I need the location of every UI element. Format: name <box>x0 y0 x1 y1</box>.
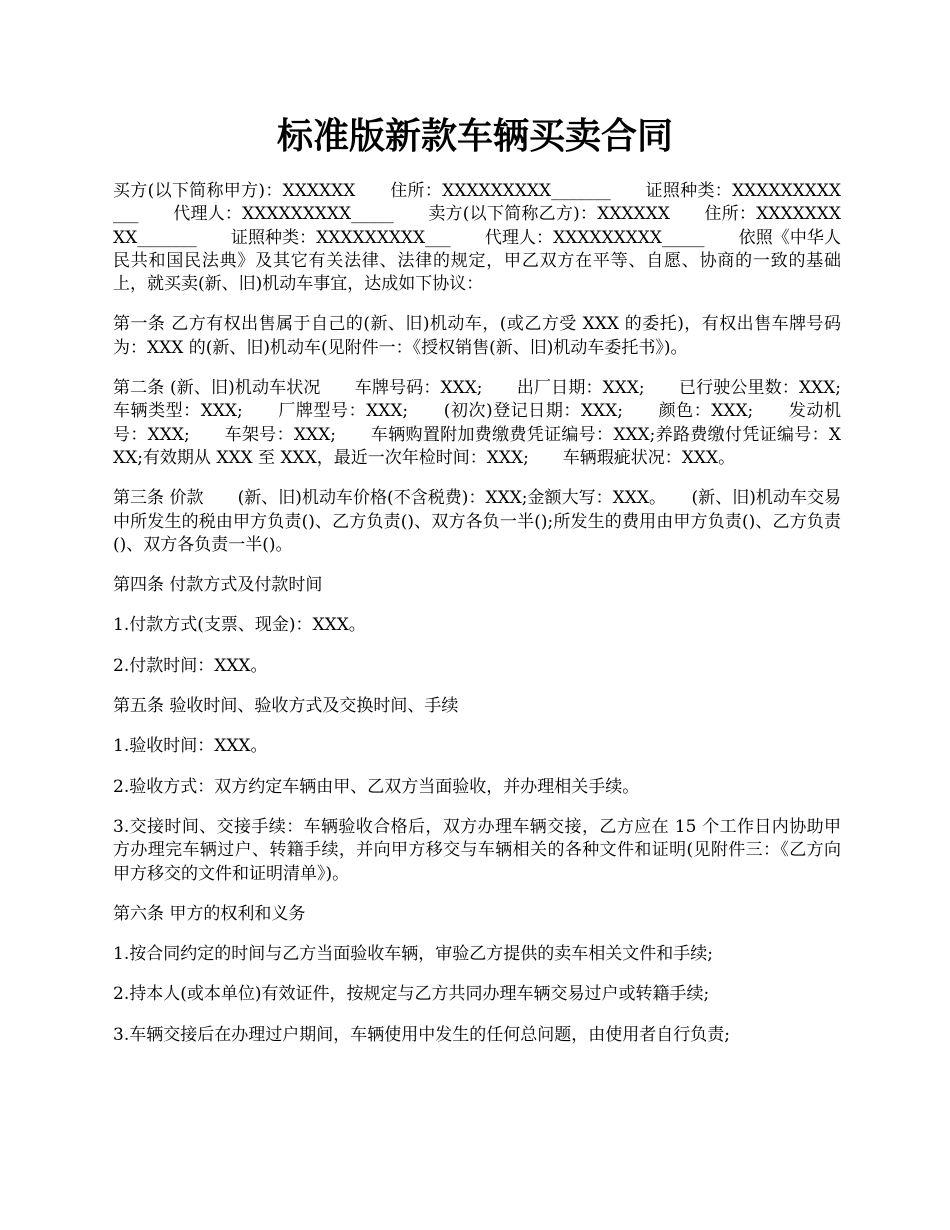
paragraph-payment-time: 2.付款时间：XXX。 <box>113 655 268 676</box>
paragraph-article-1: 第一条 乙方有权出售属于自己的(新、旧)机动车，(或乙方受 XXX 的委托)，有权出售车牌号码为：XXX 的(新、旧)机动车(见附件一：《授权销售(新、旧)机动车委托书》)。 <box>113 314 841 358</box>
paragraph-buyer-duty-3: 3.车辆交接后在办理过户期间，车辆使用中发生的任何总问题，由使用者自行负责; <box>113 1024 730 1045</box>
paragraph-article-2: 第二条 (新、旧)机动车状况 车牌号码：XXX; 出厂日期：XXX; 已行驶公里数：XXX; 车辆类型：XXX; 厂牌型号：XXX; (初次)登记日期：XXX; 颜色：XXX; 发动机号：XXX; 车架号：XXX; 车辆购置附加费缴费凭证编号：XXX;养路费缴付凭证编号：XXX;有效期从 XXX 至 XXX，最近一次年检时间：XXX; 车辆瑕疵状况：XXX。 <box>113 378 875 468</box>
paragraph-payment-method: 1.付款方式(支票、现金)：XXX。 <box>113 615 366 636</box>
paragraph-handover: 3.交接时间、交接手续：车辆验收合格后，双方办理车辆交接，乙方应在 15 个工作日内协助甲方办理完车辆过户、转籍手续，并向甲方移交与车辆相关的各种文件和证明(见附件三：《乙方向甲方移交的文件和证明清单》)。 <box>113 816 841 884</box>
paragraph-buyer-duty-1: 1.按合同约定的时间与乙方当面验收车辆，审验乙方提供的卖车相关文件和手续; <box>113 944 713 965</box>
paragraph-article-6-heading: 第六条 甲方的权利和义务 <box>113 903 306 924</box>
paragraph-buyer-duty-2: 2.持本人(或本单位)有效证件，按规定与乙方共同办理车辆交易过户或转籍手续; <box>113 984 710 1005</box>
document-title: 标准版新款车辆买卖合同 <box>276 115 673 157</box>
paragraph-article-5-heading: 第五条 验收时间、验收方式及交换时间、手续 <box>113 696 459 717</box>
paragraph-parties: 买方(以下简称甲方)：XXXXXX 住所：XXXXXXXXX_______ 证照种类：XXXXXXXXX___ 代理人：XXXXXXXXX_____ 卖方(以下简称乙方)：XXXXXX 住所：XXXXXXXXX_______ 证照种类：XXXXXXXXX___ 代理人：XXXXXXXXX_____ 依照《中华人民共和国民法典》及其它有关法律、法律的规定，甲乙双方在平等、自愿、协商的一致的基础上，就买卖(新、旧)机动车事宜，达成如下协议： <box>113 181 841 295</box>
document-body <box>113 180 875 1064</box>
paragraph-article-3: 第三条 价款 (新、旧)机动车价格(不含税费)：XXX;金额大写：XXX。 (新、旧)机动车交易中所发生的税由甲方负责()、乙方负责()、双方各负一半();所发生的费用由甲方负责()、乙方负责()、双方各负责一半()。 <box>113 488 841 555</box>
paragraph-inspection-method: 2.验收方式：双方约定车辆由甲、乙双方当面验收，并办理相关手续。 <box>113 776 640 797</box>
paragraph-inspection-time: 1.验收时间：XXX。 <box>113 736 268 757</box>
paragraph-article-4-heading: 第四条 付款方式及付款时间 <box>113 575 323 596</box>
